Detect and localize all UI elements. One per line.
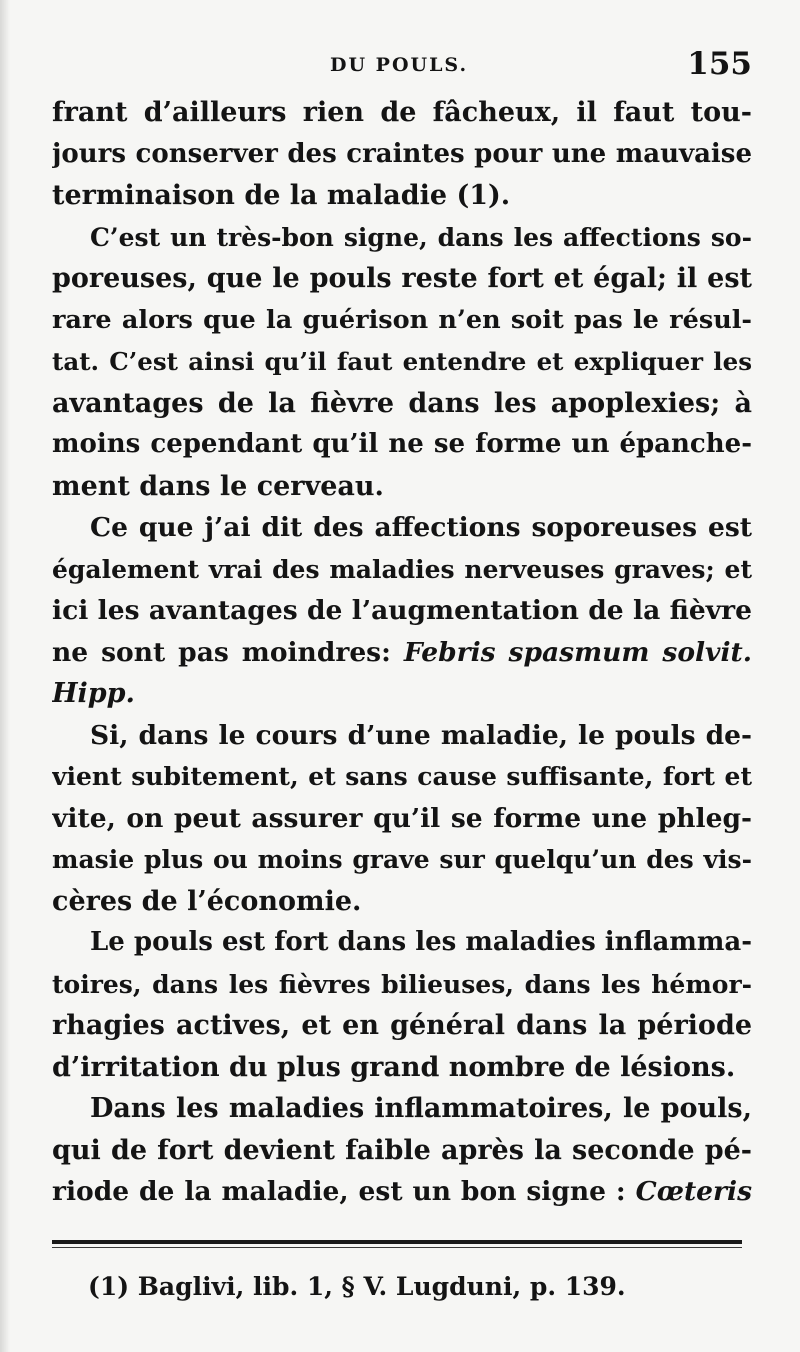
latin-attribution: Hipp. — [52, 678, 135, 709]
page-edge-shadow — [0, 0, 10, 1352]
text-line: avantages de la fièvre dans les apoplexies; à — [52, 387, 752, 419]
text-line: C’est un très-bon signe, dans les affections so- — [90, 222, 752, 252]
text-line: ici les avantages de l’augmentation de la fièvre — [52, 595, 752, 626]
text-line — [52, 673, 752, 715]
text-line: tat. C’est ainsi qu’il faut entendre et expliquer les — [52, 347, 752, 376]
text-line: rhagies actives, et en général dans la période — [52, 1010, 752, 1041]
text-line-prefix: ne sont pas moindres: — [52, 636, 404, 668]
text-line — [52, 632, 752, 674]
footnote-rule-thin — [52, 1247, 742, 1248]
footnote-rule — [52, 1240, 742, 1244]
text-line: terminaison de la maladie (1). — [52, 180, 511, 211]
text-line — [52, 1171, 752, 1213]
text-line: Ce que j’ai dit des affections soporeuses est — [90, 512, 752, 543]
text-line: vient subitement, et sans cause suffisante, fort et — [52, 762, 752, 791]
text-line-prefix: riode de la maladie, est un bon signe : — [52, 1176, 636, 1207]
text-line: poreuses, que le pouls reste fort et égal; il est — [52, 263, 752, 294]
text-line: vite, on peut assurer qu’il se forme une phleg- — [52, 802, 752, 834]
text-line: masie plus ou moins grave sur quelqu’un des vis- — [52, 845, 752, 874]
text-line: frant d’ailleurs rien de fâcheux, il faut tou- — [52, 97, 752, 128]
page-header — [52, 46, 752, 86]
text-line: Dans les maladies inflammatoires, le pouls, — [90, 1093, 752, 1124]
text-line: jours conserver des craintes pour une mauvaise — [52, 138, 752, 169]
text-line: moins cependant qu’il ne se forme un épanche- — [52, 429, 752, 459]
text-line: d’irritation du plus grand nombre de lésions. — [52, 1051, 736, 1083]
text-line: cères de l’économie. — [52, 885, 362, 917]
running-head: DU POULS. — [330, 54, 469, 76]
paragraph — [52, 217, 752, 508]
paragraph — [52, 92, 752, 217]
text-line: toires, dans les fièvres bilieuses, dans les hémor- — [52, 969, 752, 999]
text-line: qui de fort devient faible après la seconde pé- — [52, 1134, 752, 1166]
text-line: ment dans le cerveau. — [52, 470, 384, 502]
footnote: (1) Baglivi, lib. 1, § V. Lugduni, p. 139. — [88, 1272, 626, 1301]
text-line: Le pouls est fort dans les maladies inflamma- — [90, 927, 752, 957]
paragraph — [52, 922, 752, 1088]
text-line: Si, dans le cours d’une maladie, le pouls de- — [90, 719, 752, 751]
text-line: rare alors que la guérison n’en soit pas le résul- — [52, 304, 752, 335]
body-text — [52, 92, 752, 1213]
page-number: 155 — [687, 46, 752, 82]
text-line: également vrai des maladies nerveuses graves; et — [52, 554, 752, 584]
latin-quote: Febris spasmum solvit. — [403, 636, 752, 668]
paragraph — [52, 507, 752, 715]
paragraph — [52, 1088, 752, 1213]
paragraph — [52, 715, 752, 923]
latin-word: Cœteris — [635, 1176, 752, 1207]
